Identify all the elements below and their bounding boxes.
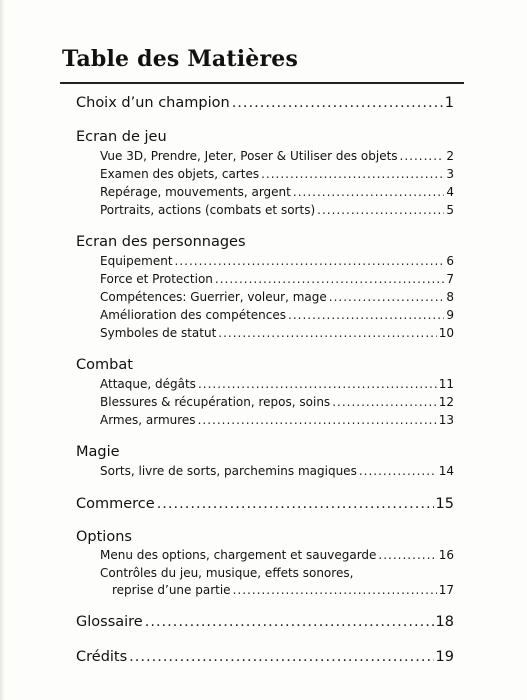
toc-label: Attaque, dégâts: [100, 377, 196, 391]
toc-page-number: 9: [446, 308, 454, 322]
section-heading-ecran-personnages: Ecran des personnages: [76, 234, 246, 250]
dot-leader: [198, 377, 437, 391]
toc-page-number: 5: [446, 203, 454, 217]
toc-page-number: 15: [435, 496, 454, 512]
dot-leader: [157, 496, 434, 512]
dot-leader: [329, 290, 445, 304]
dot-leader: [233, 583, 437, 597]
toc-subentry: [100, 254, 454, 268]
toc-page-number: 10: [438, 326, 454, 340]
toc-label: Commerce: [76, 496, 155, 512]
toc-subentry: [100, 377, 454, 391]
dot-leader: [232, 95, 443, 111]
page-title: Table des Matières: [62, 46, 299, 72]
toc-label: Amélioration des compétences: [100, 308, 286, 322]
toc-subentry: [100, 290, 454, 304]
toc-label: Force et Protection: [100, 272, 213, 286]
toc-page-number: 17: [438, 583, 454, 597]
toc-page-number: 14: [438, 464, 454, 478]
dot-leader: [359, 464, 437, 478]
toc-label: Menu des options, chargement et sauvegarde: [100, 548, 377, 562]
toc-subentry: [100, 413, 454, 427]
dot-leader: [261, 167, 444, 181]
toc-subentry: [112, 583, 454, 597]
toc-page-number: 3: [446, 167, 454, 181]
dot-leader: [218, 326, 436, 340]
toc-label: Compétences: Guerrier, voleur, mage: [100, 290, 327, 304]
toc-label: Armes, armures: [100, 413, 196, 427]
toc-label: Examen des objets, cartes: [100, 167, 260, 181]
toc-label: Equipement: [100, 254, 173, 268]
dot-leader: [317, 203, 444, 217]
section-heading-options: Options: [76, 529, 132, 545]
dot-leader: [288, 308, 444, 322]
dot-leader: [400, 149, 445, 163]
toc-page-number: 12: [438, 395, 454, 409]
toc-subentry: [100, 464, 454, 478]
toc-subentry: [100, 185, 454, 199]
toc-subentry: [100, 326, 454, 340]
section-heading-ecran-jeu: Ecran de jeu: [76, 129, 167, 145]
toc-label: Repérage, mouvements, argent: [100, 185, 291, 199]
dot-leader: [145, 614, 434, 630]
toc-label: Portraits, actions (combats et sorts): [100, 203, 316, 217]
dot-leader: [129, 649, 433, 665]
toc-subentry: [100, 167, 454, 181]
dot-leader: [198, 413, 437, 427]
toc-subentry: [100, 149, 454, 163]
toc-page-number: 16: [438, 548, 454, 562]
toc-page-number: 1: [444, 95, 454, 111]
section-heading-combat: Combat: [76, 357, 133, 373]
toc-subentry: [100, 548, 454, 562]
toc-page-number: 2: [446, 149, 454, 163]
dot-leader: [293, 185, 444, 199]
toc-subentry-first-line: Contrôles du jeu, musique, effets sonores,: [100, 566, 354, 580]
toc-label: Choix d’un champion: [76, 95, 230, 111]
title-rule: [60, 82, 464, 84]
dot-leader: [332, 395, 437, 409]
toc-label: Sorts, livre de sorts, parchemins magiques: [100, 464, 357, 478]
toc-entry-credits: [76, 649, 454, 665]
dot-leader: [378, 548, 436, 562]
toc-subentry: [100, 272, 454, 286]
toc-page-number: 8: [446, 290, 454, 304]
toc-entry-glossaire: [76, 614, 454, 630]
page-edge-shadow: [0, 0, 5, 700]
toc-label: Vue 3D, Prendre, Jeter, Poser & Utiliser des objets: [100, 149, 398, 163]
toc-page-number: 19: [435, 649, 454, 665]
toc-subentry: [100, 308, 454, 322]
toc-label: Symboles de statut: [100, 326, 217, 340]
toc-page-number: 6: [446, 254, 454, 268]
section-heading-magie: Magie: [76, 444, 120, 460]
toc-entry-commerce: [76, 496, 454, 512]
toc-label: Blessures & récupération, repos, soins: [100, 395, 331, 409]
toc-label-continuation: reprise d’une partie: [112, 583, 231, 597]
toc-page-number: 13: [438, 413, 454, 427]
toc-page-number: 4: [446, 185, 454, 199]
toc-page-number: 7: [446, 272, 454, 286]
toc-subentry: [100, 203, 454, 217]
toc-label: Crédits: [76, 649, 128, 665]
toc-label: Glossaire: [76, 614, 143, 630]
toc-page-number: 11: [438, 377, 454, 391]
dot-leader: [215, 272, 444, 286]
toc-entry-champion: [76, 95, 454, 111]
toc-page-number: 18: [435, 614, 454, 630]
toc-subentry: [100, 395, 454, 409]
dot-leader: [175, 254, 445, 268]
